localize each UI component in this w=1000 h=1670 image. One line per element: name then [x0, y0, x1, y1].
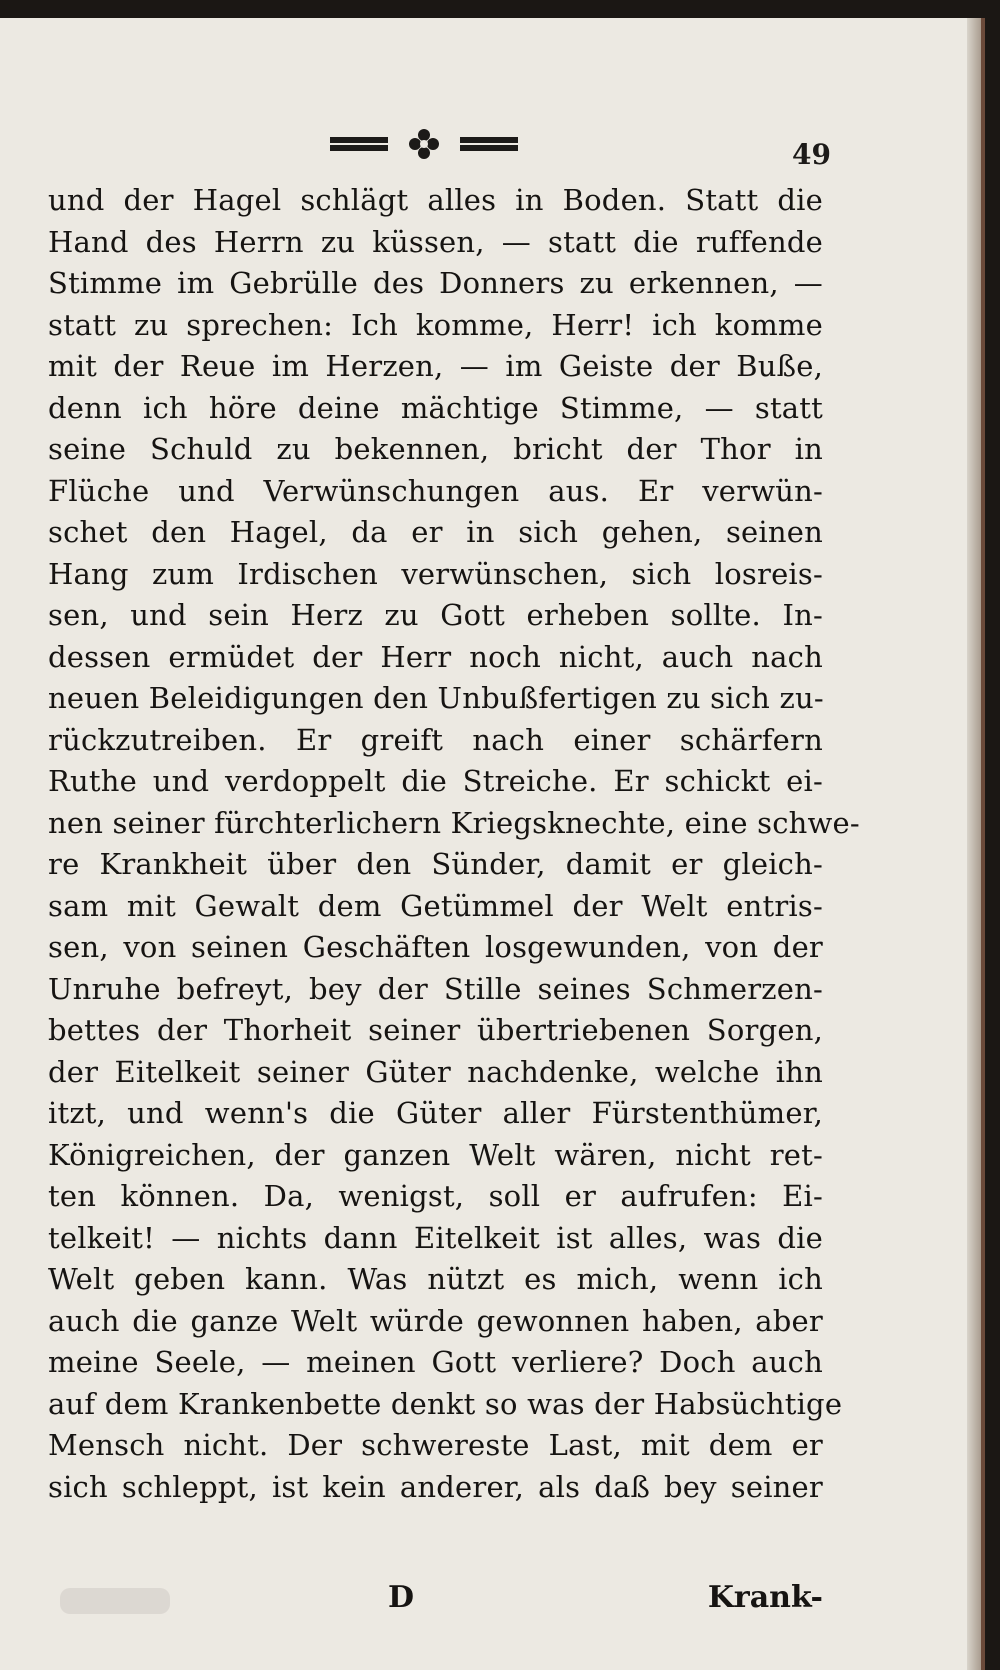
- text-line: schet den Hagel, da er in sich gehen, seinen: [48, 515, 823, 549]
- text-line: Königreichen, der ganzen Welt wären, nicht ret-: [48, 1137, 823, 1172]
- page-number: 49: [792, 138, 831, 171]
- text-line: sam mit Gewalt dem Getümmel der Welt entris-: [48, 888, 823, 923]
- ornament-rule-right: [460, 137, 518, 151]
- text-line: Hand des Herrn zu küssen, — statt die ruffende: [48, 224, 823, 259]
- text-line: meine Seele, — meinen Gott verliere? Doch auch: [48, 1345, 823, 1379]
- text-line: der Eitelkeit seiner Güter nachdenke, welche ihn: [48, 1054, 823, 1089]
- text-line: auch die ganze Welt würde gewonnen haben, aber: [48, 1303, 823, 1338]
- text-line: seine Schuld zu bekennen, bricht der Thor in: [48, 432, 823, 466]
- page-footer: [48, 1580, 823, 1624]
- text-line: sich schleppt, ist kein anderer, als daß bey seiner: [48, 1469, 823, 1504]
- text-line: itzt, und wenn's die Güter aller Fürstenthümer,: [48, 1096, 823, 1130]
- text-line: Welt geben kann. Was nützt es mich, wenn ich: [48, 1262, 823, 1296]
- text-line: denn ich höre deine mächtige Stimme, — statt: [48, 390, 823, 425]
- text-line: sen, von seinen Geschäften losgewunden, von der: [48, 930, 823, 964]
- text-line: Ruthe und verdoppelt die Streiche. Er schickt ei-: [48, 764, 823, 798]
- text-line: mit der Reue im Herzen, — im Geiste der Buße,: [48, 349, 823, 383]
- text-line: telkeit! — nichts dann Eitelkeit ist alles, was die: [48, 1220, 823, 1255]
- text-line: rückzutreiben. Er greift nach einer schärfern: [48, 722, 823, 757]
- book-page: [0, 18, 985, 1670]
- text-line: bettes der Thorheit seiner übertriebenen Sorgen,: [48, 1013, 823, 1047]
- text-line: ten können. Da, wenigst, soll er aufrufen: Ei-: [48, 1179, 823, 1213]
- text-line: dessen ermüdet der Herr noch nicht, auch nach: [48, 639, 823, 674]
- text-line: Hang zum Irdischen verwünschen, sich losreis-: [48, 556, 823, 591]
- text-line: Mensch nicht. Der schwereste Last, mit dem er: [48, 1428, 823, 1462]
- text-line: neuen Beleidigungen den Unbußfertigen zu sich zu-: [48, 681, 824, 715]
- text-line: nen seiner fürchterlichern Kriegsknechte, eine schwe-: [48, 805, 860, 840]
- body-text: [48, 180, 860, 1508]
- text-line: Stimme im Gebrülle des Donners zu erkennen, —: [48, 266, 823, 300]
- text-line: Unruhe befreyt, bey der Stille seines Schmerzen-: [48, 971, 823, 1006]
- text-line: re Krankheit über den Sünder, damit er gleich-: [48, 847, 823, 881]
- page-header: [0, 118, 981, 171]
- text-line: statt zu sprechen: Ich komme, Herr! ich komme: [48, 307, 823, 342]
- text-line: und der Hagel schlägt alles in Boden. Statt die: [48, 183, 823, 217]
- signature-mark: D: [388, 1580, 415, 1615]
- text-line: Flüche und Verwünschungen aus. Er verwün-: [48, 473, 823, 508]
- text-line: sen, und sein Herz zu Gott erheben sollte. In-: [48, 598, 823, 632]
- ornament-rule-left: [330, 137, 388, 151]
- ornament-flower-icon: [406, 126, 442, 162]
- page-edge: [967, 18, 981, 1670]
- catchword: Krank-: [707, 1580, 823, 1615]
- header-ornament: [330, 126, 518, 162]
- text-line: auf dem Krankenbette denkt so was der Habsüchtige: [48, 1386, 843, 1421]
